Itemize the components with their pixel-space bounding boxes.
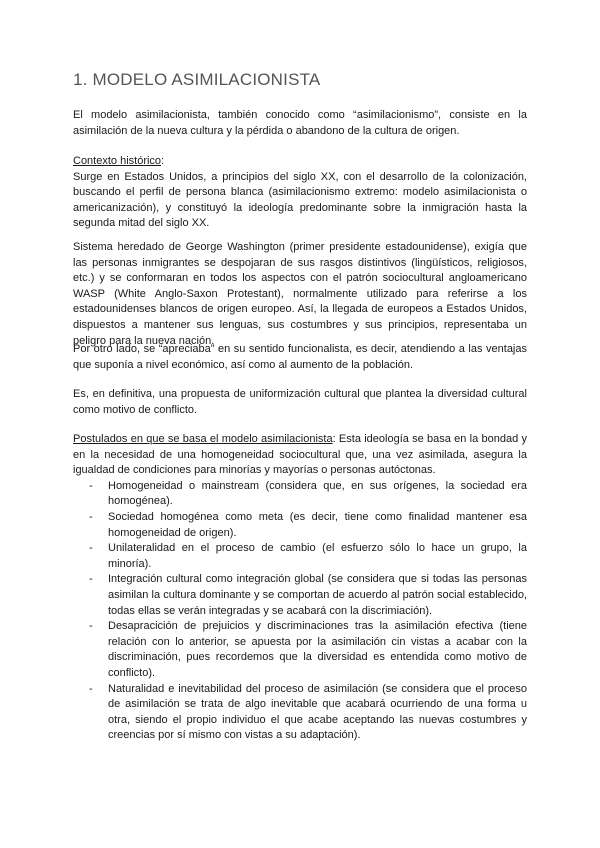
contexto-paragraph-4: Es, en definitiva, una propuesta de uniformización cultural que plantea la diversidad cultural como motivo de conflicto. [73,388,527,416]
contexto-paragraph-1: Surge en Estados Unidos, a principios del siglo XX, con el desarrollo de la colonización, buscando el perfil de persona blanca (asimilacionismo extremo: modelo asimilacionista o americanización), y constituyó la ideología predominante sobre la inmigración hasta la segunda mitad del siglo XX. [73,170,527,230]
list-item-text: Integración cultural como integración global (se considera que si todas las personas asimilan la cultura dominante y se comportan de acuerdo al patrón social establecido, todas ellas se verán integradas y se acabará con la discrimiación). [108,573,527,617]
dash-bullet: - [89,682,93,695]
postulados-heading-colon: : [332,433,336,445]
list-item [73,572,527,619]
list-item-text: Unilateralidad en el proceso de cambio (el esfuerzo sólo lo hace un grupo, la minoría). [108,542,527,570]
contexto-paragraph-3: Por otro lado, se “apreciaba” en su sentido funcionalista, es decir, atendiendo a las ventajas que suponía a nivel económico, así como al aumento de la población. [73,343,527,371]
postulados-text: Esta ideología se basa en la bondad y en la necesidad de una homogeneidad sociocultural que, una vez asimilada, asegura la igualdad de condiciones para minorías y mayorías o personas autóctonas. [73,433,527,477]
postulados-intro [73,432,527,479]
postulados-section [73,432,527,744]
list-item-text: Naturalidad e inevitabilidad del proceso de asimilación (se considera que el proceso de asimilación se trata de algo inevitable que acabará ocurriendo de una forma u otra, siendo el propio individuo el que acabe aceptando las nuevas costumbres y creencias por sí mismo con vistas a su adaptación). [108,682,527,742]
dash-bullet: - [89,479,93,492]
section-title: 1. MODELO ASIMILACIONISTA [73,70,321,89]
contexto-paragraph-2: Sistema heredado de George Washington (primer presidente estadounidense), exigía que las personas inmigrantes se despojaran de sus rasgos distintivos (lingüísticos, religiosos, etc.) y se conformaran en todos los aspectos con el patrón sociocultural angloamericano WASP (White Anglo-Saxon Protestant), normalmente utilizado para referirse a los estadounidenses blancos de origen europeo. Así, la llegada de europeos a Estados Unidos, dispuestos a mantener sus lenguas, sus costumbres y sus principios, representaba un peligro para la nueva nación. [73,241,527,347]
postulados-list [73,479,527,744]
contexto-heading-colon: : [161,155,165,167]
list-item [73,479,527,510]
dash-bullet: - [89,510,93,523]
dash-bullet: - [89,620,93,633]
intro-paragraph: El modelo asimilacionista, también conocido como “asimilacionismo”, consiste en la asimilación de la nueva cultura y la pérdida o abandono de la cultura de origen. [73,109,527,137]
list-item [73,541,527,572]
list-item [73,682,527,744]
contexto-heading-line [73,154,527,170]
list-item [73,510,527,541]
postulados-heading: Postulados en que se basa el modelo asimilacionista [73,433,333,445]
contexto-heading: Contexto histórico [73,155,162,167]
list-item-text: Desapracición de prejuicios y discriminaciones tras la asimilación efectiva (tiene relación con lo anterior, se apuesta por la asimilación cin vistas a acabar con la discriminación, pues recordemos que la diversidad es entendida como motivo de conflicto). [108,620,527,679]
dash-bullet: - [89,542,93,555]
dash-bullet: - [89,573,93,586]
list-item-text: Sociedad homogénea como meta (es decir, tiene como finalidad mantener esa homogeneidad de origen). [108,510,527,539]
list-item-text: Homogeneidad o mainstream (considera que, en sus orígenes, la sociedad era homogénea). [108,479,527,508]
list-item [73,619,527,681]
